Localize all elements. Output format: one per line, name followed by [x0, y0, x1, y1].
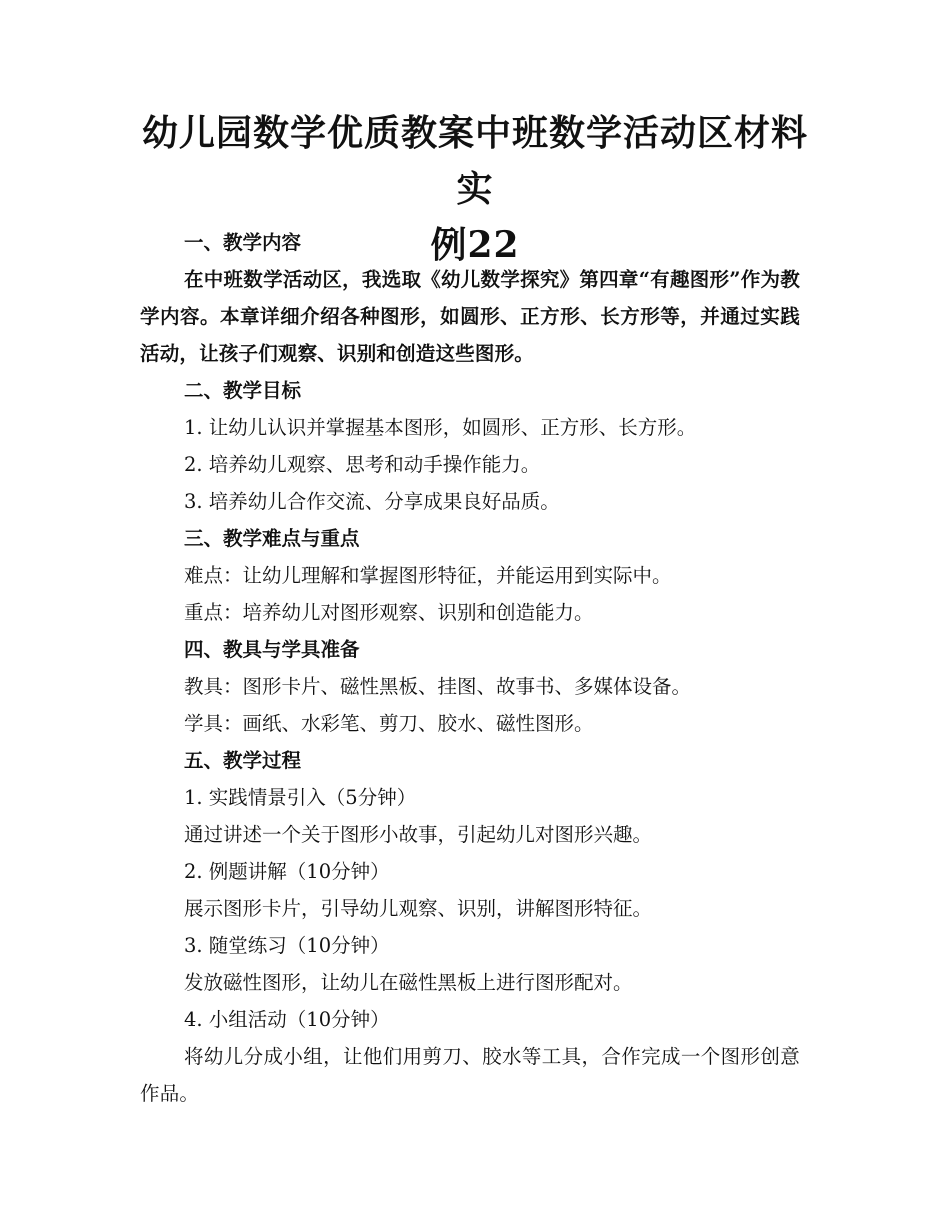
keypoint-focus: 重点：培养幼儿对图形观察、识别和创造能力。 — [184, 601, 594, 624]
document-body — [140, 224, 800, 1112]
process-step-1-text: 通过讲述一个关于图形小故事，引起幼儿对图形兴趣。 — [184, 823, 653, 846]
section-heading-process: 五、教学过程 — [184, 749, 302, 772]
materials-teacher: 教具：图形卡片、磁性黑板、挂图、故事书、多媒体设备。 — [184, 675, 692, 698]
title-line-2: 例22 — [430, 224, 520, 266]
keypoint-difficulty: 难点：让幼儿理解和掌握图形特征，并能运用到实际中。 — [184, 564, 672, 587]
process-step-4: 4. 小组活动（10分钟） — [184, 1008, 390, 1031]
goal-item-1: 1. 让幼儿认识并掌握基本图形，如圆形、正方形、长方形。 — [184, 416, 697, 439]
section-heading-goals: 二、教学目标 — [184, 379, 302, 402]
section-paragraph-content: 在中班数学活动区，我选取《幼儿数学探究》第四章“有趣图形”作为教学内容。本章详细介绍各种图形，如圆形、正方形、长方形等，并通过实践活动，让孩子们观察、识别和创造这些图形。 — [140, 268, 800, 365]
process-step-2: 2. 例题讲解（10分钟） — [184, 860, 390, 883]
goal-item-3: 3. 培养幼儿合作交流、分享成果良好品质。 — [184, 490, 560, 513]
process-step-3: 3. 随堂练习（10分钟） — [184, 934, 390, 957]
section-heading-content: 一、教学内容 — [184, 231, 302, 254]
title-line-1: 幼儿园数学优质教案中班数学活动区材料实 — [141, 112, 808, 210]
process-step-1: 1. 实践情景引入（5分钟） — [184, 786, 417, 809]
materials-student: 学具：画纸、水彩笔、剪刀、胶水、磁性图形。 — [184, 712, 594, 735]
process-step-2-text: 展示图形卡片，引导幼儿观察、识别，讲解图形特征。 — [184, 897, 653, 920]
section-heading-keypoints: 三、教学难点与重点 — [184, 527, 360, 550]
goal-item-2: 2. 培养幼儿观察、思考和动手操作能力。 — [184, 453, 541, 476]
process-step-3-text: 发放磁性图形，让幼儿在磁性黑板上进行图形配对。 — [184, 971, 633, 994]
section-heading-materials: 四、教具与学具准备 — [184, 638, 360, 661]
process-step-4-text: 将幼儿分成小组，让他们用剪刀、胶水等工具，合作完成一个图形创意作品。 — [140, 1045, 800, 1105]
